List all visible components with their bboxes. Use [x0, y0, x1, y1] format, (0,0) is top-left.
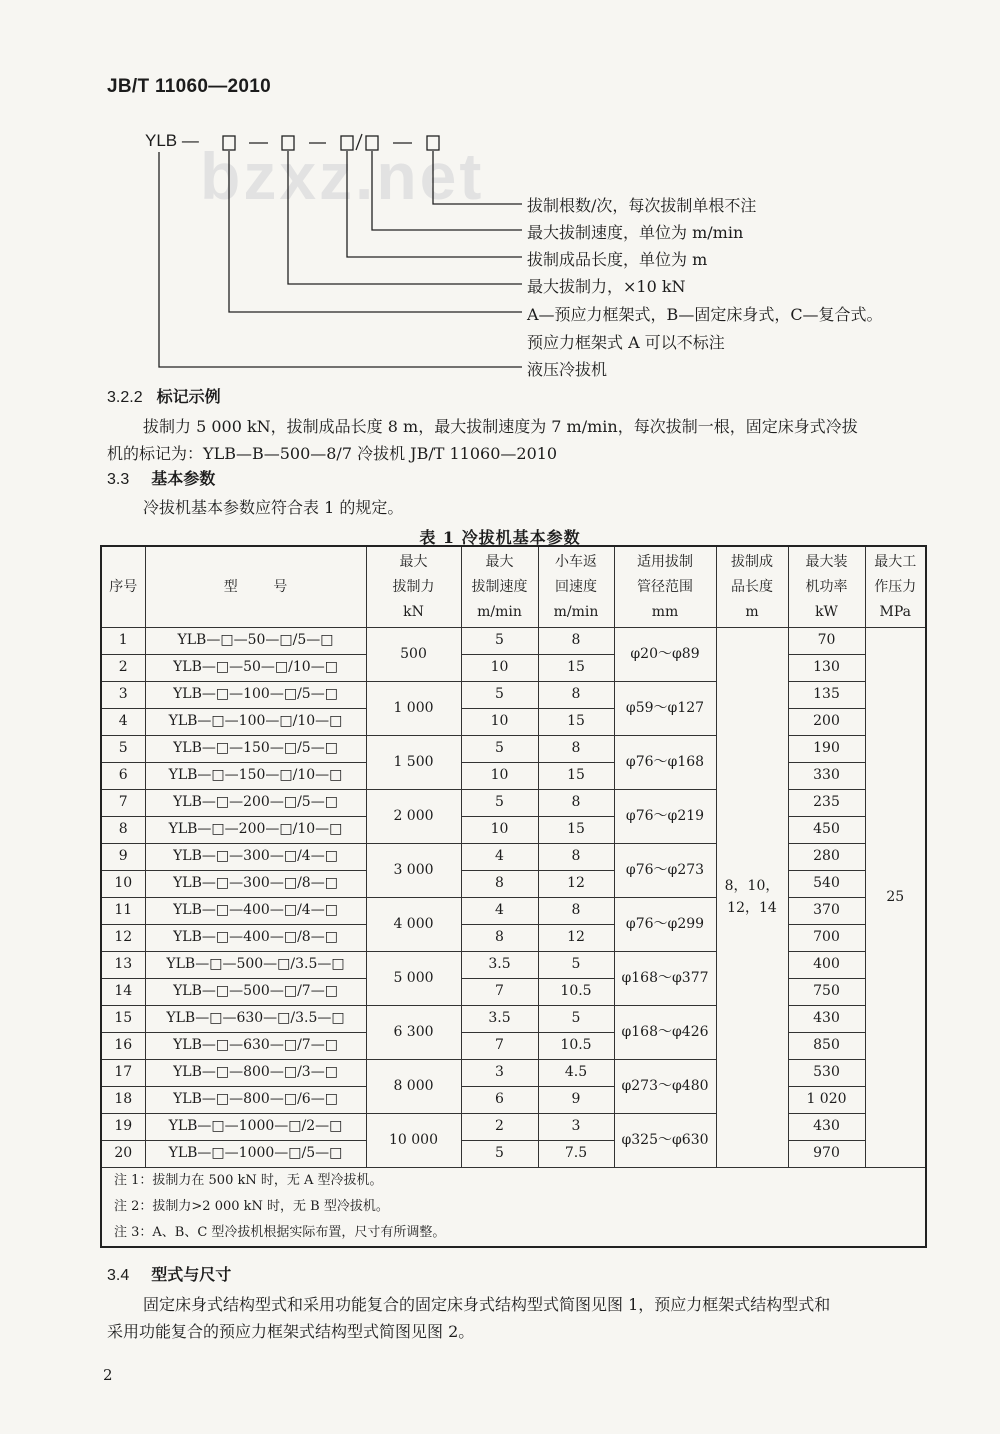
- watermark: bzxz.net: [200, 139, 485, 213]
- cell-return-speed: 4.5: [538, 1060, 614, 1087]
- cell-max-speed: 10: [461, 655, 538, 682]
- header-model: 型 号: [145, 546, 366, 628]
- cell-power: 190: [788, 736, 865, 763]
- cell-power: 970: [788, 1141, 865, 1168]
- code-box-4: [366, 136, 378, 150]
- cell-model: YLB—□—200—□/10—□: [145, 817, 366, 844]
- cell-seq: 6: [101, 763, 145, 790]
- table-note: 注 3：A、B、C 型冷拔机根据实际布置，尺寸有所调整。: [101, 1220, 926, 1247]
- cell-max-force: 5 000: [366, 952, 461, 1006]
- cell-max-speed: 3: [461, 1060, 538, 1087]
- cell-max-speed: 4: [461, 844, 538, 871]
- section-title: 标记示例: [156, 389, 221, 406]
- cell-return-speed: 7.5: [538, 1141, 614, 1168]
- cell-max-speed: 10: [461, 817, 538, 844]
- cell-max-speed: 3.5: [461, 952, 538, 979]
- cell-seq: 19: [101, 1114, 145, 1141]
- cell-return-speed: 8: [538, 736, 614, 763]
- page-number: 2: [103, 1366, 113, 1384]
- cell-return-speed: 12: [538, 871, 614, 898]
- table-row: [101, 871, 926, 898]
- header-length: 拔制成 品长度 m: [716, 546, 788, 628]
- cell-power: 135: [788, 682, 865, 709]
- cell-return-speed: 3: [538, 1114, 614, 1141]
- cell-max-force: 1 000: [366, 682, 461, 736]
- legend-force: 最大拔制力，×10 kN: [527, 277, 686, 296]
- cell-power: 1 020: [788, 1087, 865, 1114]
- cell-seq: 18: [101, 1087, 145, 1114]
- cell-max-speed: 10: [461, 763, 538, 790]
- table-header-row: [101, 546, 926, 628]
- cell-pipe-range: φ168～φ377: [614, 952, 716, 1006]
- cell-model: YLB—□—100—□/5—□: [145, 682, 366, 709]
- cell-model: YLB—□—1000—□/5—□: [145, 1141, 366, 1168]
- section-number: 3.3: [107, 471, 130, 488]
- legend-speed: 最大拔制速度，单位为 m/min: [527, 223, 744, 242]
- cell-seq: 4: [101, 709, 145, 736]
- cell-power: 370: [788, 898, 865, 925]
- cell-return-speed: 9: [538, 1087, 614, 1114]
- table-row: [101, 979, 926, 1006]
- cell-pipe-range: φ76～φ273: [614, 844, 716, 898]
- designation-code: YLB —: [145, 131, 199, 150]
- designation-diagram: [0, 0, 1000, 400]
- cell-seq: 17: [101, 1060, 145, 1087]
- cell-max-speed: 7: [461, 979, 538, 1006]
- code-box-2: [282, 136, 294, 150]
- cell-max-speed: 5: [461, 1141, 538, 1168]
- table-note: 注 1：拔制力在 500 kN 时，无 A 型冷拔机。: [101, 1168, 926, 1195]
- cell-seq: 11: [101, 898, 145, 925]
- cell-max-speed: 5: [461, 628, 538, 655]
- cell-max-speed: 8: [461, 925, 538, 952]
- table-row: [101, 817, 926, 844]
- cell-return-speed: 15: [538, 655, 614, 682]
- cell-seq: 12: [101, 925, 145, 952]
- cell-max-speed: 5: [461, 790, 538, 817]
- cell-power: 430: [788, 1006, 865, 1033]
- length-line: 8，10，: [724, 878, 780, 895]
- cell-return-speed: 5: [538, 1006, 614, 1033]
- cell-max-speed: 7: [461, 1033, 538, 1060]
- cell-seq: 14: [101, 979, 145, 1006]
- cell-max-force: 2 000: [366, 790, 461, 844]
- table-row: [101, 790, 926, 817]
- cell-max-force: 1 500: [366, 736, 461, 790]
- section-3-4-heading: [107, 1262, 231, 1285]
- cell-power: 450: [788, 817, 865, 844]
- cell-seq: 16: [101, 1033, 145, 1060]
- cell-return-speed: 8: [538, 898, 614, 925]
- cell-model: YLB—□—50—□/5—□: [145, 628, 366, 655]
- cell-power: 330: [788, 763, 865, 790]
- cell-model: YLB—□—300—□/4—□: [145, 844, 366, 871]
- cell-model: YLB—□—800—□/6—□: [145, 1087, 366, 1114]
- cell-model: YLB—□—50—□/10—□: [145, 655, 366, 682]
- cell-return-speed: 5: [538, 952, 614, 979]
- cell-pipe-range: φ168～φ426: [614, 1006, 716, 1060]
- cell-power: 200: [788, 709, 865, 736]
- cell-seq: 15: [101, 1006, 145, 1033]
- table-caption: 表 1 冷拔机基本参数: [419, 528, 581, 547]
- table-row: [101, 1033, 926, 1060]
- cell-max-force: 500: [366, 628, 461, 682]
- cell-model: YLB—□—630—□/7—□: [145, 1033, 366, 1060]
- cell-pipe-range: φ20～φ89: [614, 628, 716, 682]
- cell-model: YLB—□—150—□/10—□: [145, 763, 366, 790]
- cell-max-force: 10 000: [366, 1114, 461, 1168]
- example-line-2: 机的标记为：YLB—B—500—8/7 冷拔机 JB/T 11060—2010: [107, 444, 558, 463]
- cell-power: 280: [788, 844, 865, 871]
- table-row: [101, 736, 926, 763]
- section-number: 3.2.2: [107, 389, 143, 406]
- header-force: 最大 拔制力 kN: [366, 546, 461, 628]
- cell-model: YLB—□—630—□/3.5—□: [145, 1006, 366, 1033]
- header-pressure: 最大工 作压力 MPa: [865, 546, 926, 628]
- cell-seq: 9: [101, 844, 145, 871]
- table-row: [101, 682, 926, 709]
- code-box-5: [427, 136, 439, 150]
- section-number: 3.4: [107, 1267, 130, 1284]
- form-line-1: 固定床身式结构型式和采用功能复合的固定床身式结构型式简图见图 1，预应力框架式结构型式和: [143, 1295, 831, 1314]
- params-intro: 冷拔机基本参数应符合表 1 的规定。: [143, 498, 404, 517]
- cell-return-speed: 8: [538, 628, 614, 655]
- cell-max-force: 6 300: [366, 1006, 461, 1060]
- cell-return-speed: 8: [538, 844, 614, 871]
- cell-return-speed: 10.5: [538, 979, 614, 1006]
- table-row: [101, 925, 926, 952]
- cell-seq: 2: [101, 655, 145, 682]
- cell-max-speed: 3.5: [461, 1006, 538, 1033]
- cell-model: YLB—□—100—□/10—□: [145, 709, 366, 736]
- cell-seq: 10: [101, 871, 145, 898]
- cell-pressure: 25: [865, 628, 926, 1168]
- cell-return-speed: 10.5: [538, 1033, 614, 1060]
- table-note: 注 2：拔制力>2 000 kN 时，无 B 型冷拔机。: [101, 1194, 926, 1220]
- cell-pipe-range: φ273～φ480: [614, 1060, 716, 1114]
- table-row: [101, 1060, 926, 1087]
- header-return-speed: 小车返 回速度 m/min: [538, 546, 614, 628]
- cell-model: YLB—□—500—□/7—□: [145, 979, 366, 1006]
- form-line-2: 采用功能复合的预应力框架式结构型式简图见图 2。: [107, 1322, 475, 1341]
- cell-seq: 8: [101, 817, 145, 844]
- cell-model: YLB—□—400—□/4—□: [145, 898, 366, 925]
- length-line: 12，14: [727, 899, 777, 916]
- legend-type: A—预应力框架式，B—固定床身式，C—复合式。: [527, 305, 883, 324]
- cell-power: 850: [788, 1033, 865, 1060]
- cell-model: YLB—□—500—□/3.5—□: [145, 952, 366, 979]
- cell-seq: 7: [101, 790, 145, 817]
- header-seq: 序号: [101, 546, 145, 628]
- cell-return-speed: 15: [538, 817, 614, 844]
- section-3-2-2-heading: [107, 384, 221, 407]
- cell-max-speed: 4: [461, 898, 538, 925]
- cell-max-force: 8 000: [366, 1060, 461, 1114]
- table-row: [101, 763, 926, 790]
- cell-model: YLB—□—800—□/3—□: [145, 1060, 366, 1087]
- note-row: [101, 1168, 926, 1195]
- cell-max-speed: 5: [461, 736, 538, 763]
- note-row: [101, 1194, 926, 1220]
- cell-model: YLB—□—200—□/5—□: [145, 790, 366, 817]
- table-row: [101, 1141, 926, 1168]
- cell-max-speed: 10: [461, 709, 538, 736]
- cell-power: 400: [788, 952, 865, 979]
- cell-return-speed: 8: [538, 790, 614, 817]
- note-row: [101, 1220, 926, 1247]
- table-row: [101, 628, 926, 655]
- cell-pipe-range: φ325～φ630: [614, 1114, 716, 1168]
- section-title: 基本参数: [151, 471, 216, 488]
- legend-count: 拔制根数/次，每次拔制单根不注: [527, 196, 757, 215]
- legend-type-note: 预应力框架式 A 可以不标注: [527, 333, 725, 352]
- table-row: [101, 1087, 926, 1114]
- cell-seq: 20: [101, 1141, 145, 1168]
- section-3-3-heading: [107, 466, 215, 489]
- header-speed: 最大 拔制速度 m/min: [461, 546, 538, 628]
- cell-power: 235: [788, 790, 865, 817]
- cell-max-speed: 8: [461, 871, 538, 898]
- cell-model: YLB—□—1000—□/2—□: [145, 1114, 366, 1141]
- parameters-table: [100, 545, 927, 1248]
- example-line-1: 拔制力 5 000 kN，拔制成品长度 8 m，最大拔制速度为 7 m/min，每次拔制一根，固定床身式冷拔: [143, 417, 858, 436]
- cell-model: YLB—□—150—□/5—□: [145, 736, 366, 763]
- cell-power: 430: [788, 1114, 865, 1141]
- cell-max-speed: 6: [461, 1087, 538, 1114]
- cell-max-speed: 5: [461, 682, 538, 709]
- cell-seq: 3: [101, 682, 145, 709]
- header-pipe-range: 适用拔制 管径范围 mm: [614, 546, 716, 628]
- cell-model: YLB—□—400—□/8—□: [145, 925, 366, 952]
- header-power: 最大装 机功率 kW: [788, 546, 865, 628]
- cell-pipe-range: φ76～φ299: [614, 898, 716, 952]
- table-row: [101, 898, 926, 925]
- cell-pipe-range: φ59～φ127: [614, 682, 716, 736]
- cell-max-speed: 2: [461, 1114, 538, 1141]
- cell-model: YLB—□—300—□/8—□: [145, 871, 366, 898]
- cell-return-speed: 15: [538, 709, 614, 736]
- cell-power: 750: [788, 979, 865, 1006]
- table-row: [101, 709, 926, 736]
- table-row: [101, 1114, 926, 1141]
- cell-power: 130: [788, 655, 865, 682]
- code-box-3: [341, 136, 353, 150]
- cell-max-force: 4 000: [366, 898, 461, 952]
- table-row: [101, 655, 926, 682]
- legend-machine: 液压冷拔机: [527, 360, 608, 379]
- cell-power: 70: [788, 628, 865, 655]
- cell-seq: 13: [101, 952, 145, 979]
- cell-seq: 5: [101, 736, 145, 763]
- cell-seq: 1: [101, 628, 145, 655]
- legend-length: 拔制成品长度，单位为 m: [527, 250, 708, 269]
- cell-return-speed: 8: [538, 682, 614, 709]
- standard-header: JB/T 11060—2010: [107, 76, 272, 97]
- cell-return-speed: 12: [538, 925, 614, 952]
- table-row: [101, 952, 926, 979]
- cell-product-length: [716, 628, 788, 1168]
- cell-pipe-range: φ76～φ219: [614, 790, 716, 844]
- cell-return-speed: 15: [538, 763, 614, 790]
- table-row: [101, 1006, 926, 1033]
- cell-pipe-range: φ76～φ168: [614, 736, 716, 790]
- code-box-1: [223, 136, 235, 150]
- cell-power: 540: [788, 871, 865, 898]
- cell-power: 530: [788, 1060, 865, 1087]
- section-title: 型式与尺寸: [151, 1267, 232, 1284]
- cell-max-force: 3 000: [366, 844, 461, 898]
- cell-power: 700: [788, 925, 865, 952]
- table-row: [101, 844, 926, 871]
